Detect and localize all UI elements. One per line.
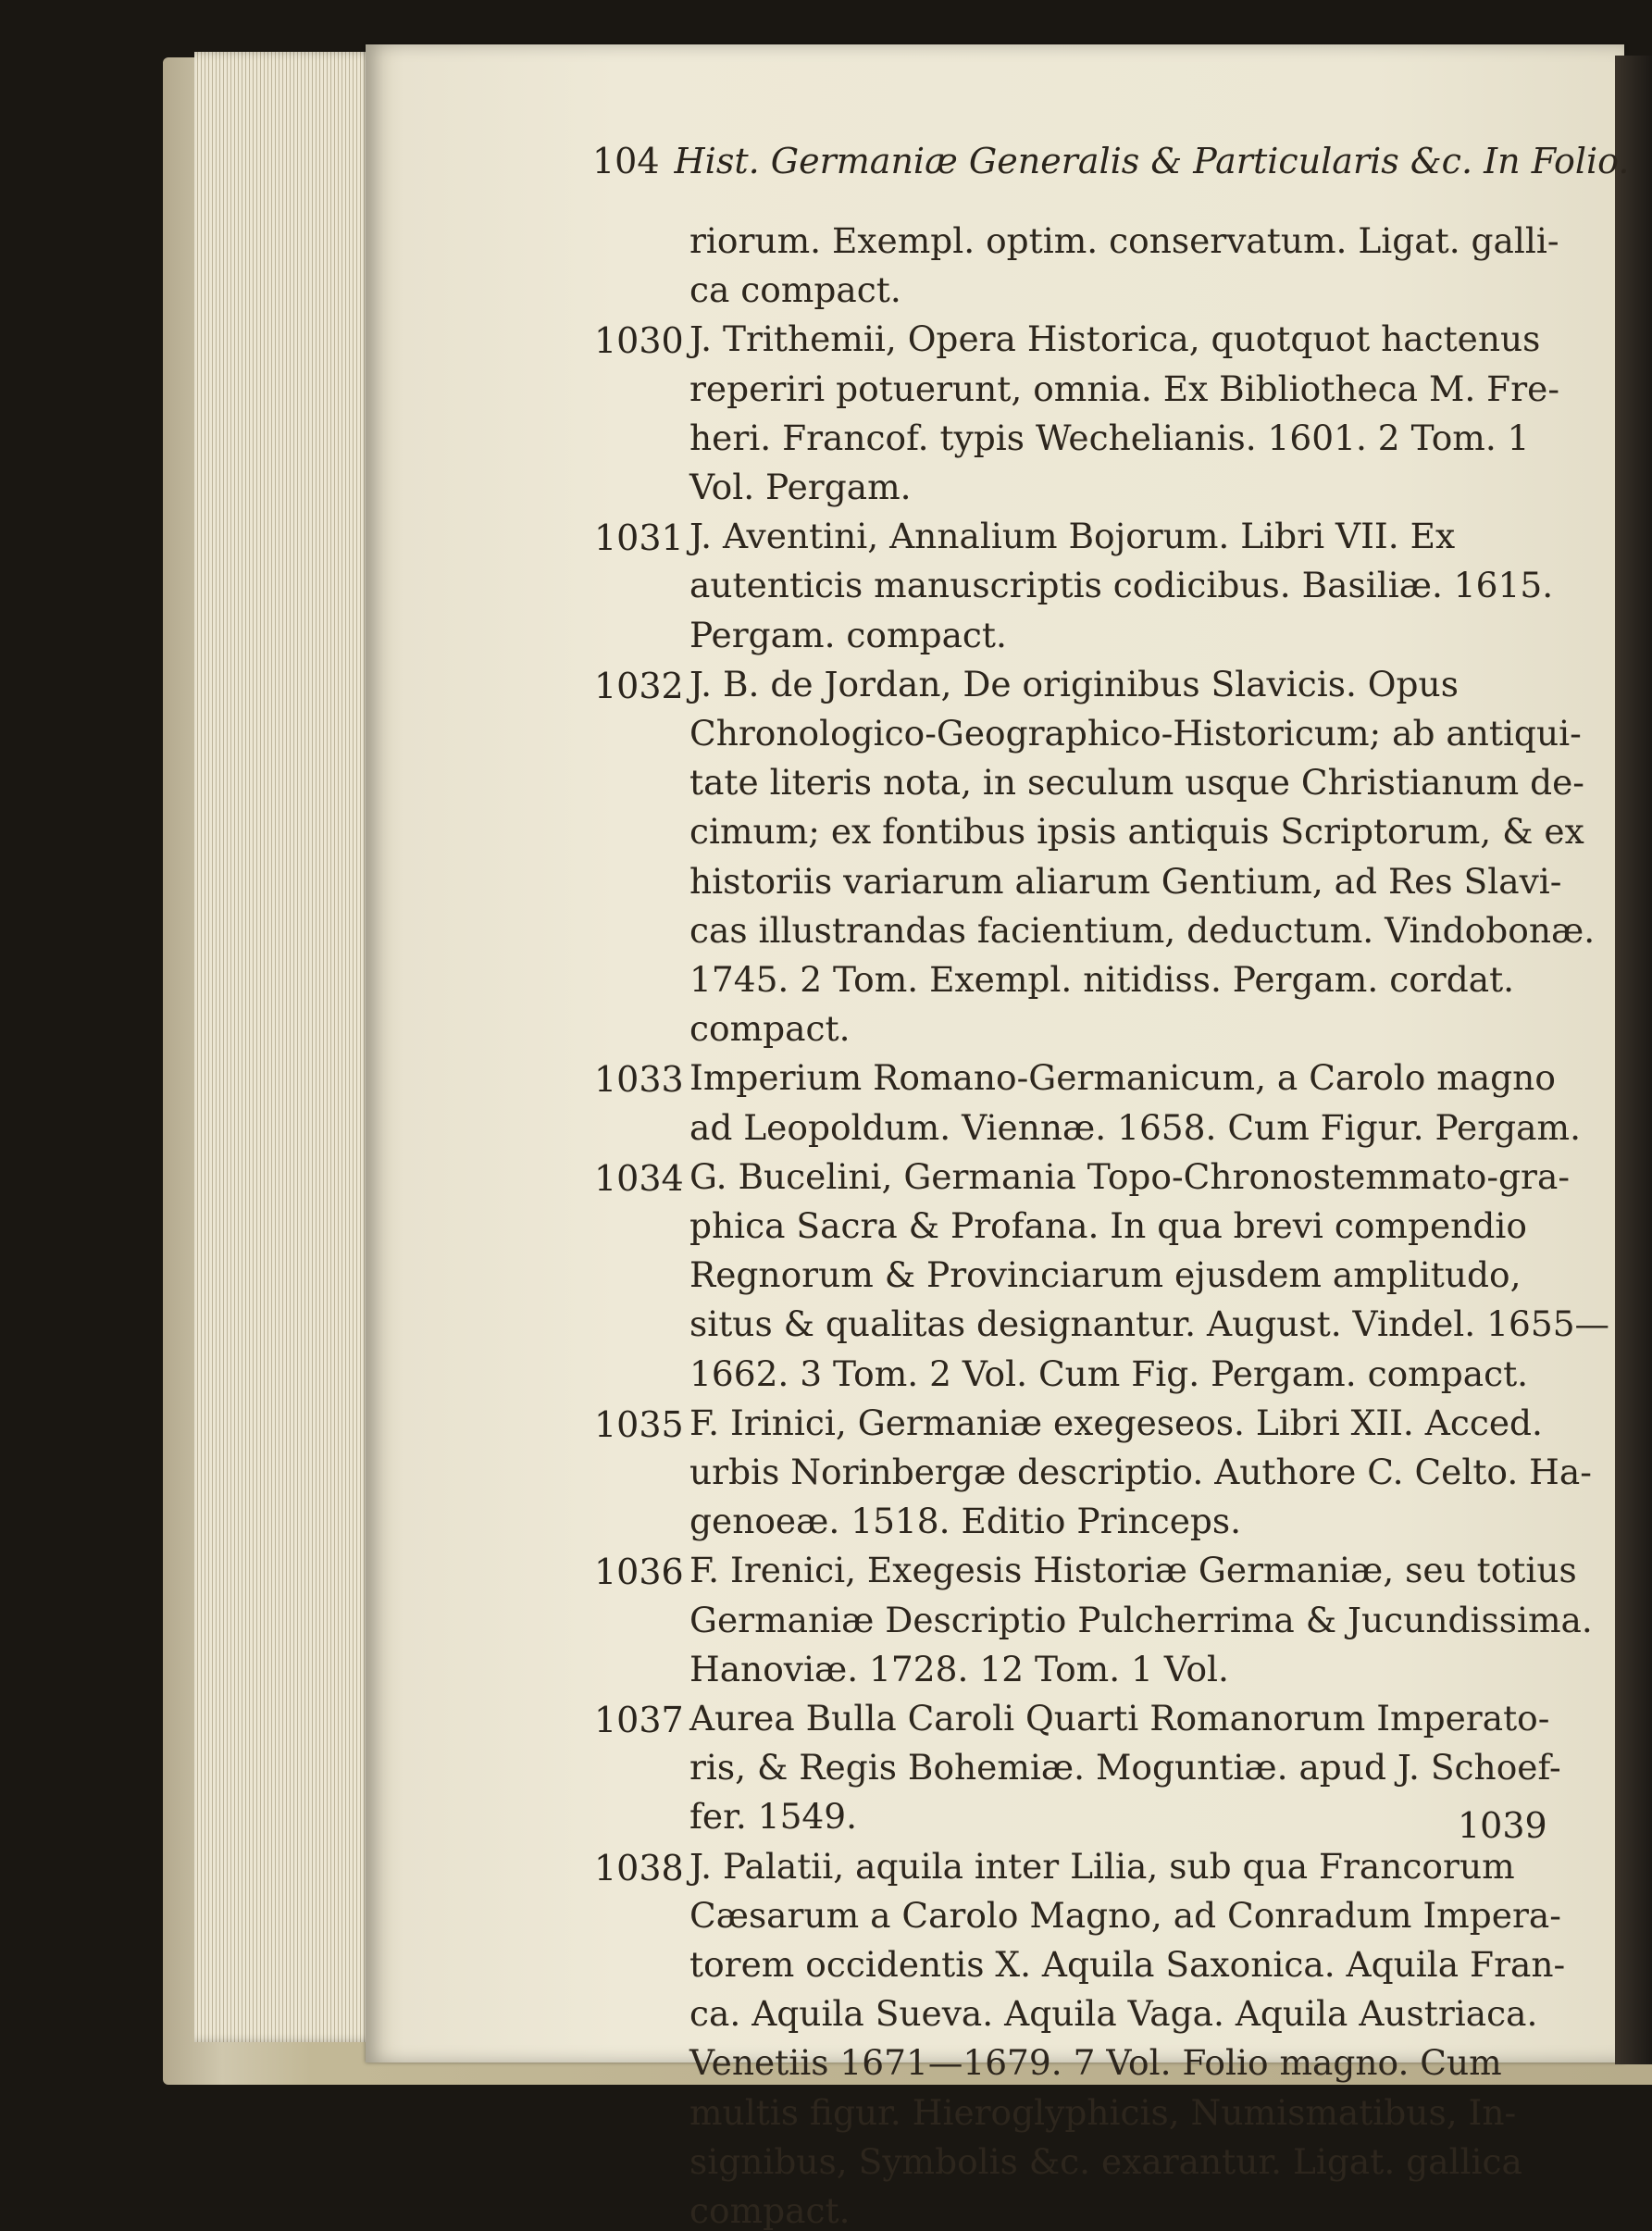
- entry-line: cas illustrandas facientium, deductum. Vindobonæ.: [689, 909, 1596, 951]
- entry-line: multis figur. Hieroglyphicis, Numismatibus, In-: [689, 2091, 1517, 2133]
- entry-line: Venetiis 1671—1679. 7 Vol. Folio magno. Cum: [689, 2042, 1502, 2084]
- entry-line: J. B. de Jordan, De originibus Slavicis. Opus: [689, 663, 1459, 704]
- entry-line: heri. Francof. typis Wechelianis. 1601. 2 Tom. 1: [689, 417, 1530, 458]
- facing-page-edge: [1615, 56, 1652, 2064]
- entry-line: compact.: [689, 1008, 851, 1050]
- running-title: Hist. Germaniæ Generalis & Particularis &c. In Folio.: [674, 141, 1630, 181]
- entry-line: genoeæ. 1518. Editio Princeps.: [689, 1501, 1242, 1542]
- entry-line: situs & qualitas designantur. August. Vindel. 1655—: [689, 1303, 1610, 1345]
- running-header: [592, 141, 1630, 196]
- entry-line: F. Irenici, Exegesis Historiæ Germaniæ, seu totius: [689, 1550, 1577, 1591]
- entry-line: J. Palatii, aquila inter Lilia, sub qua Francorum: [689, 1845, 1515, 1887]
- entry-line: signibus, Symbolis &c. exarantur. Ligat. gallica: [689, 2140, 1522, 2182]
- entry-line: Vol. Pergam.: [689, 467, 912, 507]
- entry-line: Chronologico-Geographico-Historicum; ab antiqui-: [689, 713, 1582, 754]
- entry-line: cimum; ex fontibus ipsis antiquis Scriptorum, & ex: [689, 811, 1584, 853]
- entry-line: Aurea Bulla Caroli Quarti Romanorum Imperato-: [689, 1698, 1550, 1739]
- entry-number: 1033: [594, 1059, 684, 1101]
- page-number: 104: [592, 141, 660, 181]
- entry-line: Cæsarum a Carolo Magno, ad Conradum Impera-: [689, 1894, 1561, 1936]
- entry-number: 1036: [594, 1552, 684, 1593]
- entry-line: Hanoviæ. 1728. 12 Tom. 1 Vol.: [689, 1648, 1229, 1689]
- entry-line: Pergam. compact.: [689, 614, 1007, 655]
- entry-line: G. Bucelini, Germania Topo-Chronostemmato-gra-: [689, 1155, 1571, 1197]
- entry-line: riorum. Exempl. optim. conservatum. Ligat. galli-: [689, 220, 1559, 261]
- entry-line: Germaniæ Descriptio Pulcherrima & Jucundissima.: [689, 1599, 1593, 1640]
- entry-number: 1031: [594, 517, 684, 559]
- entry-line: urbis Norinbergæ descriptio. Authore C. Celto. Ha-: [689, 1452, 1592, 1492]
- entry-number: 1032: [594, 665, 684, 706]
- entry-number: 1037: [594, 1700, 684, 1740]
- entry-line: fer. 1549.: [689, 1796, 858, 1838]
- entry-line: Regnorum & Provinciarum ejusdem amplitudo,: [689, 1254, 1522, 1296]
- entry-number: 1035: [594, 1403, 684, 1445]
- entry-line: F. Irinici, Germaniæ exegeseos. Libri XII. Acced.: [689, 1402, 1543, 1443]
- entry-line: 1745. 2 Tom. Exempl. nitidiss. Pergam. cordat.: [689, 959, 1515, 1000]
- entry-line: J. Trithemii, Opera Historica, quotquot hactenus: [689, 318, 1541, 360]
- entry-line: torem occidentis X. Aquila Saxonica. Aquila Fran-: [689, 1944, 1566, 1985]
- entry-line: reperiri potuerunt, omnia. Ex Bibliotheca M. Fre-: [689, 368, 1559, 409]
- page-edges: [194, 52, 379, 2042]
- entry-line: compact.: [689, 2190, 851, 2231]
- catchword: 1039: [1458, 1805, 1547, 1846]
- entry-line: 1662. 3 Tom. 2 Vol. Cum Fig. Pergam. compact.: [689, 1352, 1529, 1394]
- entry-number: 1038: [594, 1847, 684, 1888]
- entry-line: tate literis nota, in seculum usque Christianum de-: [689, 762, 1584, 804]
- entry-line: historiis variarum aliarum Gentium, ad Res Slavi-: [689, 860, 1562, 902]
- entry-line: Imperium Romano-Germanicum, a Carolo magno: [689, 1057, 1556, 1099]
- entry-line: autenticis manuscriptis codicibus. Basiliæ. 1615.: [689, 565, 1554, 606]
- entry-line: ca compact.: [689, 269, 901, 311]
- entry-line: J. Aventini, Annalium Bojorum. Libri VII. Ex: [689, 516, 1456, 557]
- entry-line: ad Leopoldum. Viennæ. 1658. Cum Figur. Pergam.: [689, 1106, 1582, 1148]
- entry-number: 1030: [594, 320, 684, 362]
- entry-line: ca. Aquila Sueva. Aquila Vaga. Aquila Austriaca.: [689, 1993, 1538, 2035]
- entry-line: phica Sacra & Profana. In qua brevi compendio: [689, 1205, 1527, 1246]
- entry-line: ris, & Regis Bohemiæ. Moguntiæ. apud J. Schoef-: [689, 1747, 1561, 1789]
- entry-number: 1034: [594, 1157, 684, 1199]
